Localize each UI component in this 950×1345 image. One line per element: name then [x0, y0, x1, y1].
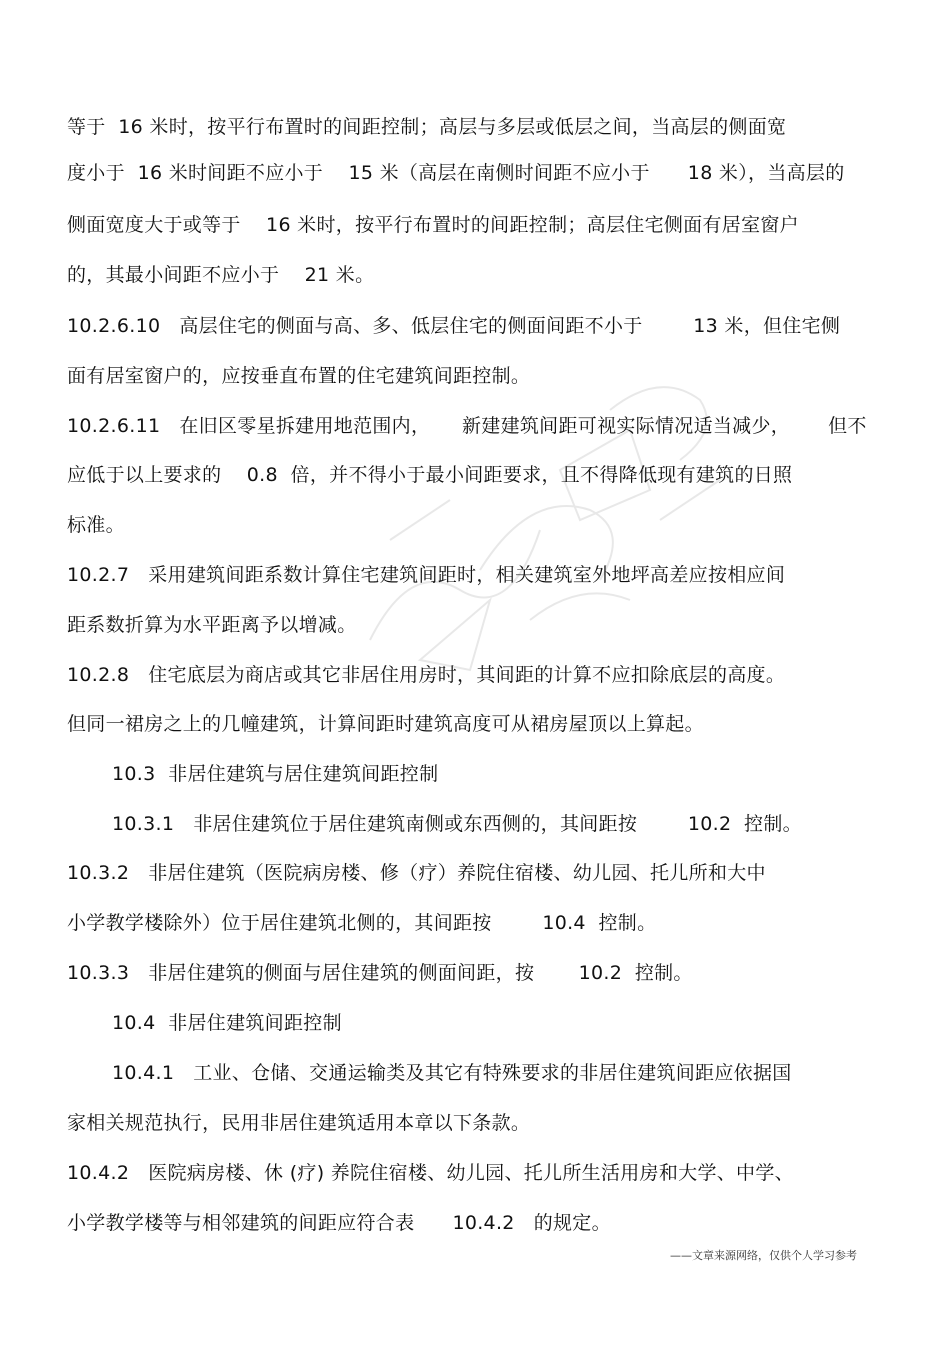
text-line: 10.2.6.11 在旧区零星拆建用地范围内， 新建建筑间距可视实际情况适当减少， 但不 — [67, 415, 867, 437]
watermark-graphic — [330, 340, 750, 700]
text-line: 10.3.3 非居住建筑的侧面与居住建筑的侧面间距，按 10.2 控制。 — [67, 962, 693, 984]
text-line: 10.4.2 医院病房楼、休 (疗) 养院住宿楼、幼儿园、托儿所生活用房和大学、中学、 — [67, 1162, 794, 1184]
text-line: 10.3.2 非居住建筑（医院病房楼、修（疗）养院住宿楼、幼儿园、托儿所和大中 — [67, 862, 766, 884]
text-line: 应低于以上要求的 0.8 倍，并不得小于最小间距要求，且不得降低现有建筑的日照 — [67, 464, 793, 486]
text-line: 距系数折算为水平距离予以增减。 — [67, 614, 357, 636]
text-line: 面有居室窗户的，应按垂直布置的住宅建筑间距控制。 — [67, 365, 531, 387]
text-line: 小学教学楼等与相邻建筑的间距应符合表 10.4.2 的规定。 — [67, 1212, 611, 1234]
text-line: 10.2.7 采用建筑间距系数计算住宅建筑间距时，相关建筑室外地坪高差应按相应间 — [67, 564, 786, 586]
section-heading: 10.3 非居住建筑与居住建筑间距控制 — [112, 763, 439, 785]
text-line: 度小于 16 米时间距不应小于 15 米（高层在南侧时间距不应小于 18 米），当高层的 — [67, 162, 845, 184]
text-line: 家相关规范执行，民用非居住建筑适用本章以下条款。 — [67, 1112, 531, 1134]
text-line: 的，其最小间距不应小于 21 米。 — [67, 264, 375, 286]
text-line: 小学教学楼除外）位于居住建筑北侧的，其间距按 10.4 控制。 — [67, 912, 657, 934]
text-line: 10.3.1 非居住建筑位于居住建筑南侧或东西侧的，其间距按 10.2 控制。 — [112, 813, 802, 835]
text-line: 等于 16 米时，按平行布置时的间距控制；高层与多层或低层之间，当高层的侧面宽 — [67, 116, 787, 138]
text-line: 10.2.6.10 高层住宅的侧面与高、多、低层住宅的侧面间距不小于 13 米，但住宅侧 — [67, 315, 841, 337]
section-heading: 10.4 非居住建筑间距控制 — [112, 1012, 342, 1034]
text-line: 侧面宽度大于或等于 16 米时，按平行布置时的间距控制；高层住宅侧面有居室窗户 — [67, 214, 799, 236]
text-line: 标准。 — [67, 514, 125, 536]
text-line: 10.4.1 工业、仓储、交通运输类及其它有特殊要求的非居住建筑间距应依据国 — [112, 1062, 792, 1084]
source-footer: ——文章来源网络，仅供个人学习参考 — [670, 1249, 857, 1262]
text-line: 但同一裙房之上的几幢建筑，计算间距时建筑高度可从裙房屋顶以上算起。 — [67, 713, 704, 735]
text-line: 10.2.8 住宅底层为商店或其它非居住用房时，其间距的计算不应扣除底层的高度。 — [67, 664, 786, 686]
